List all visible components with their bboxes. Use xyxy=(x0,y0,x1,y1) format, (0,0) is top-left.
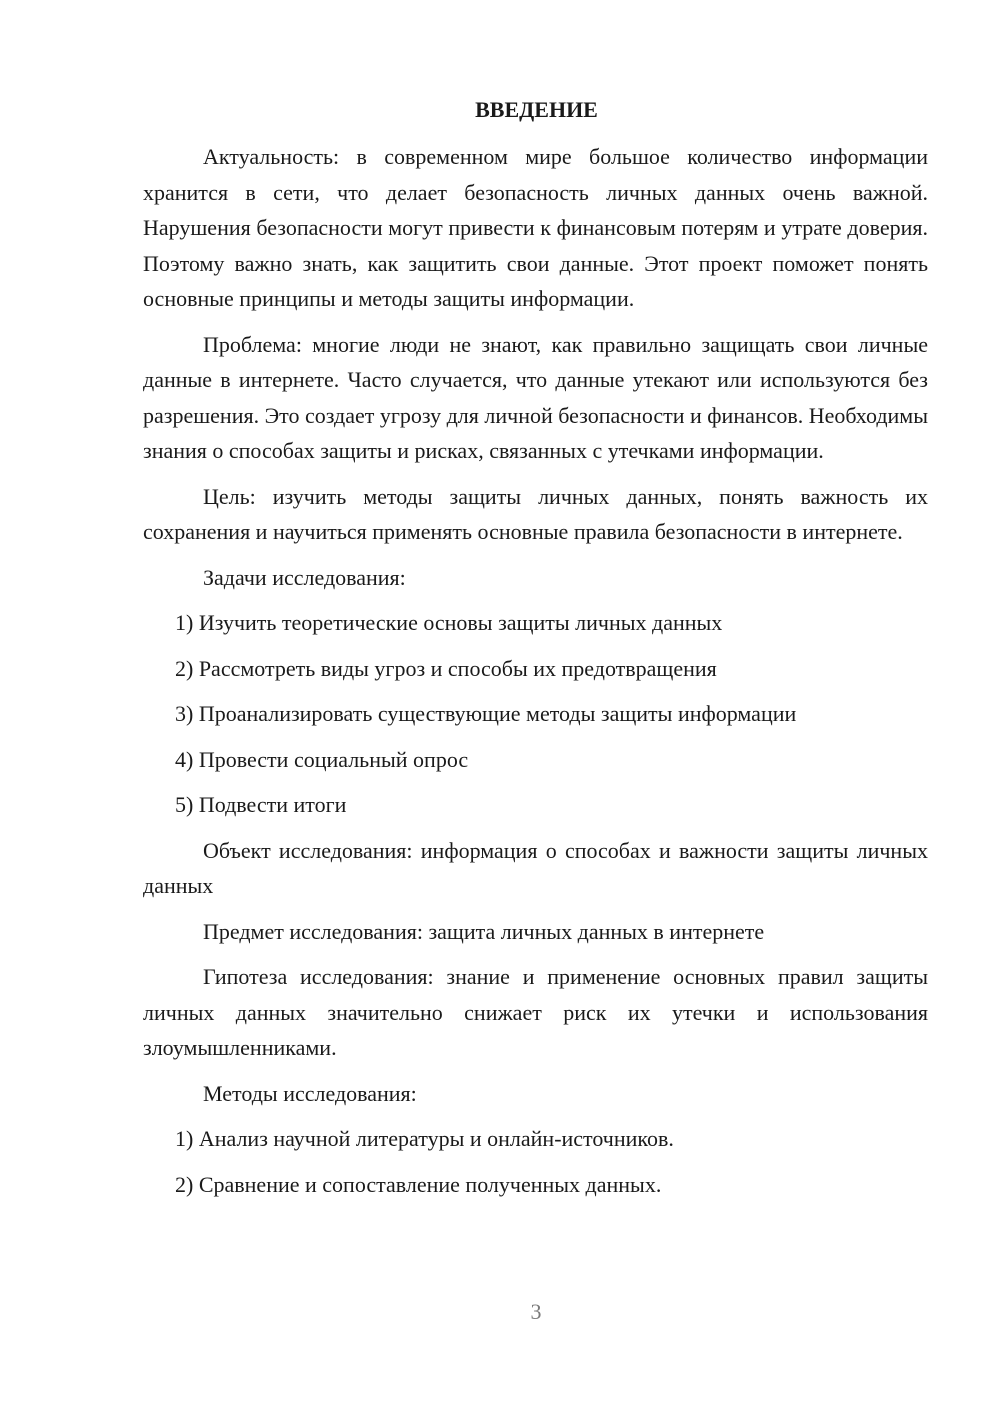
method-item: 2) Сравнение и сопоставление полученных данных. xyxy=(175,1171,662,1197)
subject-paragraph: Предмет исследования: защита личных данных в интернете xyxy=(203,918,765,944)
tasks-list xyxy=(143,605,928,823)
relevance-paragraph: Актуальность: в современном мире большое количество информации хранится в сети, что делает безопасность личных данных очень важной. Нарушения безопасности могут привести к финансовым потерям и утрате доверия. Поэтому важно знать, как защитить свои данные. Этот проект поможет понять основные принципы и методы защиты информации. xyxy=(143,144,928,311)
tasks-heading: Задачи исследования: xyxy=(203,564,406,590)
problem-paragraph: Проблема: многие люди не знают, как правильно защищать свои личные данные в интернете. Часто случается, что данные утекают или используются без разрешения. Это создает угрозу для личной безопасности и финансов. Необходимы знания о способах защиты и рисках, связанных с утечками информации. xyxy=(143,331,928,463)
section-title: ВВЕДЕНИЕ xyxy=(475,97,598,122)
object-paragraph: Объект исследования: информация о способах и важности защиты личных данных xyxy=(143,837,928,898)
methods-heading: Методы исследования: xyxy=(203,1080,417,1106)
page-content xyxy=(143,94,928,1212)
method-item: 1) Анализ научной литературы и онлайн-источников. xyxy=(175,1126,674,1151)
goal-paragraph: Цель: изучить методы защиты личных данных, понять важность их сохранения и научиться применять основные правила безопасности в интернете. xyxy=(143,483,928,544)
hypothesis-paragraph: Гипотеза исследования: знание и применение основных правил защиты личных данных значительно снижает риск их утечки и использования злоумышленниками. xyxy=(143,964,928,1060)
task-item: 5) Подвести итоги xyxy=(175,792,347,817)
task-item: 1) Изучить теоретические основы защиты личных данных xyxy=(175,610,723,635)
page-number: 3 xyxy=(530,1299,542,1324)
task-item: 2) Рассмотреть виды угроз и способы их предотвращения xyxy=(175,655,717,681)
methods-list xyxy=(143,1121,928,1202)
task-item: 3) Проанализировать существующие методы защиты информации xyxy=(175,701,797,726)
task-item: 4) Провести социальный опрос xyxy=(175,746,469,772)
